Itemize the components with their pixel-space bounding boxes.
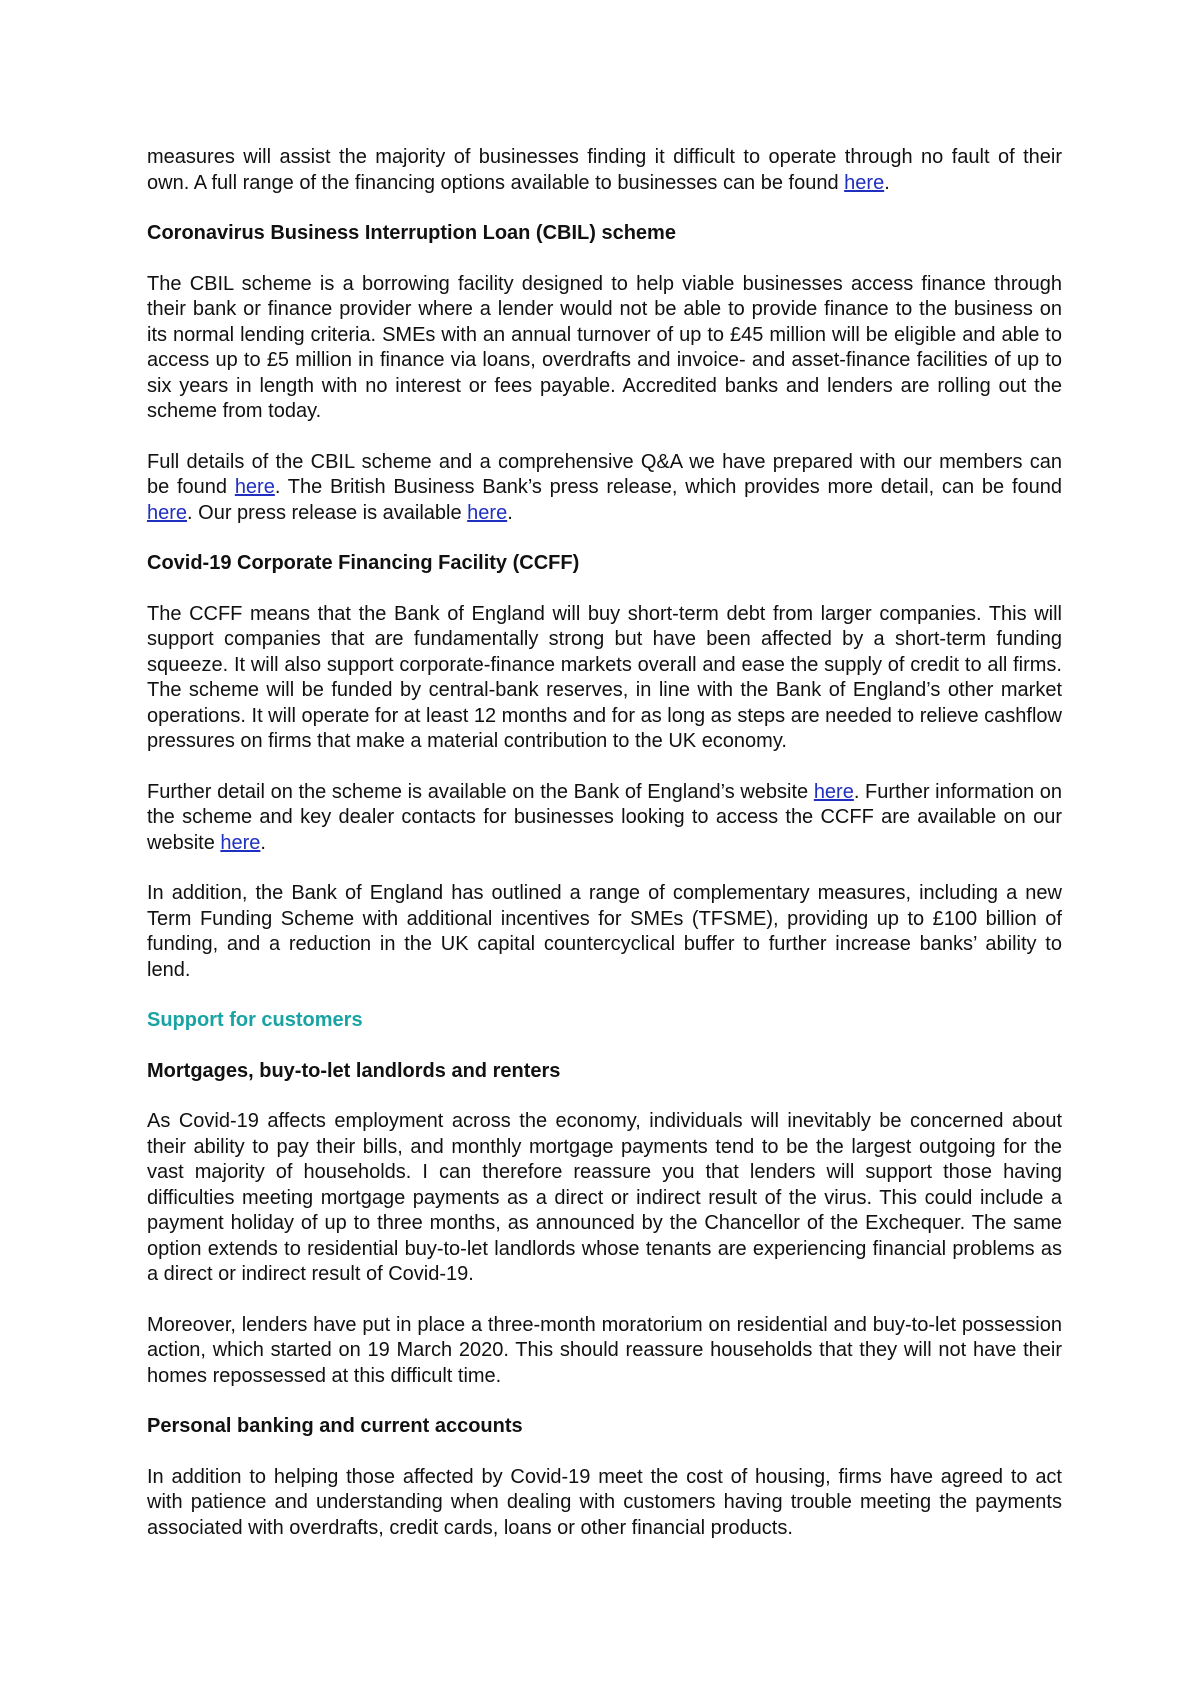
our-website-link[interactable]: here [220,831,261,854]
personal-banking-heading: Personal banking and current accounts [147,1415,523,1437]
bank-of-england-link[interactable]: here [813,780,854,803]
intro-text: measures will assist the majority of businesses finding it difficult to operate through no fault of their own. A full range of the financing options available to businesses can be found [147,146,1062,194]
cbil-text-2: . The British Business Bank’s press release, which provides more detail, can be found [274,476,1062,498]
cbil-details-link[interactable]: here [234,476,275,498]
ccff-text-2: . Further information on the scheme and key dealer contacts for businesses looking to access the CCFF are available on our website [147,780,1062,854]
ccff-text-1: Further detail on the scheme is available on the Bank of England’s website [147,780,814,803]
document-page [147,145,1062,1566]
cbil-text-1: Full details of the CBIL scheme and a comprehensive Q&A we have prepared with our members can be found [147,450,1062,498]
intro-text-end: . [884,171,890,194]
ccff-paragraph-2 [147,780,1062,857]
cbil-paragraph-2 [147,450,1062,527]
mortgages-paragraph-2: Moreover, lenders have put in place a three-month moratorium on residential and buy-to-let possession action, which started on 19 March 2020. This should reassure households that they will not have their homes repossessed at this difficult time. [147,1313,1062,1387]
cbil-heading: Coronavirus Business Interruption Loan (CBIL) scheme [147,222,676,244]
ccff-heading: Covid-19 Corporate Financing Facility (CCFF) [147,552,580,574]
support-for-customers-heading: Support for customers [147,1009,363,1031]
personal-banking-paragraph-1: In addition to helping those affected by Covid-19 meet the cost of housing, firms have agreed to act with patience and understanding when dealing with customers having trouble meeting the payments associated with overdrafts, credit cards, loans or other financial products. [147,1465,1062,1539]
ccff-paragraph-1: The CCFF means that the Bank of England will buy short-term debt from larger companies. This will support companies that are fundamentally strong but have been affected by a short-term funding squeeze. It will also support corporate-finance markets overall and ease the supply of credit to all firms. The scheme will be funded by central-bank reserves, in line with the Bank of England’s other market operations. It will operate for at least 12 months and for as long as steps are needed to relieve cashflow pressures on firms that make a material contribution to the UK economy. [147,602,1062,752]
ccff-text-3: . [260,831,266,854]
mortgages-paragraph-1: As Covid-19 affects employment across the economy, individuals will inevitably be concerned about their ability to pay their bills, and monthly mortgage payments tend to be the largest outgoing for the vast majority of households. I can therefore reassure you that lenders will support those having difficulties meeting mortgage payments as a direct or indirect result of the virus. This could include a payment holiday of up to three months, as announced by the Chancellor of the Exchequer. The same option extends to residential buy-to-let landlords whose tenants are experiencing financial problems as a direct or indirect result of Covid-19. [147,1110,1062,1285]
ccff-paragraph-3: In addition, the Bank of England has outlined a range of complementary measures, including a new Term Funding Scheme with additional incentives for SMEs (TFSME), providing up to £100 billion of funding, and a reduction in the UK capital countercyclical buffer to further increase banks’ ability to lend. [147,882,1062,981]
cbil-text-4: . [507,501,513,524]
cbil-text-3: . Our press release is available [187,501,468,524]
financing-options-link[interactable]: here [844,171,885,194]
cbil-paragraph-1: The CBIL scheme is a borrowing facility designed to help viable businesses access finance through their bank or finance provider where a lender would not be able to provide finance to the business on its normal lending criteria. SMEs with an annual turnover of up to £45 million will be eligible and able to access up to £5 million in finance via loans, overdrafts and invoice- and asset-finance facilities of up to six years in length with no interest or fees payable. Accredited banks and lenders are rolling out the scheme from today. [147,272,1062,422]
british-business-bank-link[interactable]: here [147,501,188,524]
intro-paragraph [147,145,1062,196]
mortgages-heading: Mortgages, buy-to-let landlords and renters [147,1059,561,1082]
press-release-link[interactable]: here [467,501,508,524]
